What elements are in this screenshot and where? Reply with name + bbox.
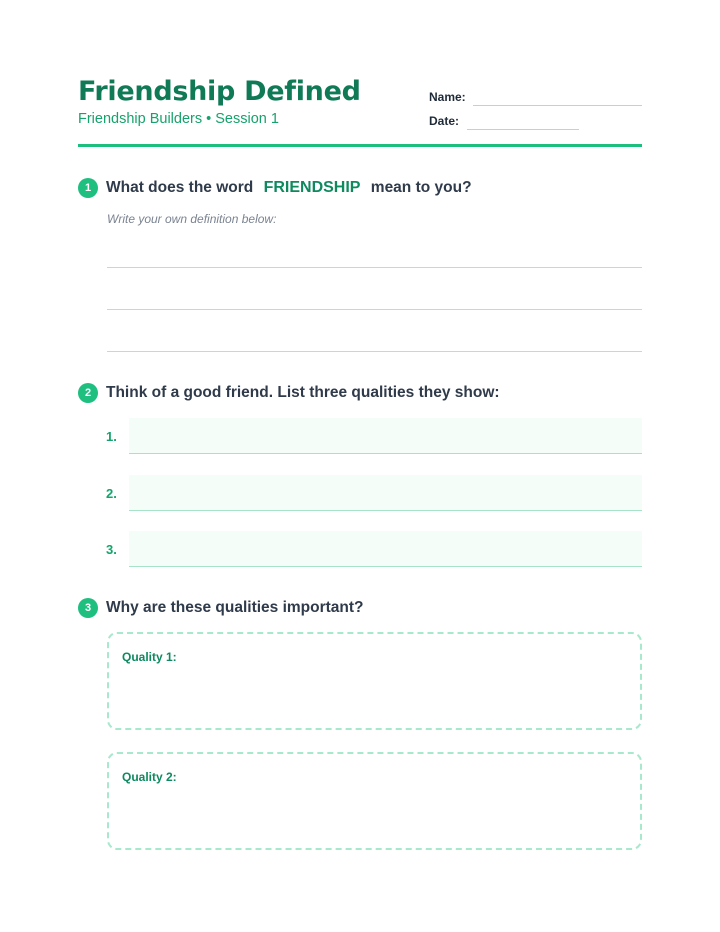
quality-1-label: Quality 1: xyxy=(122,650,177,664)
quality-answer-2[interactable] xyxy=(129,475,642,511)
date-field[interactable] xyxy=(467,129,579,130)
quality-number-3: 3. xyxy=(106,542,117,557)
header-divider xyxy=(78,144,642,147)
definition-line-2[interactable] xyxy=(107,309,642,310)
quality-number-2: 2. xyxy=(106,486,117,501)
page-subtitle: Friendship Builders • Session 1 xyxy=(78,111,279,127)
quality-2-label: Quality 2: xyxy=(122,770,177,784)
quality-2-explanation-box[interactable] xyxy=(107,752,642,850)
question-1-text-before: What does the word xyxy=(106,179,254,196)
question-3-badge: 3 xyxy=(78,598,98,618)
question-1-badge: 1 xyxy=(78,178,98,198)
question-2-badge: 2 xyxy=(78,383,98,403)
question-1-highlight: FRIENDSHIP xyxy=(263,179,361,196)
page-title: Friendship Defined xyxy=(78,76,361,107)
quality-answer-1[interactable] xyxy=(129,418,642,454)
question-1-instruction: Write your own definition below: xyxy=(107,212,277,226)
name-label: Name: xyxy=(429,90,466,104)
question-1-text xyxy=(106,179,472,197)
question-2-text: Think of a good friend. List three qualities they show: xyxy=(106,384,500,401)
question-1-text-after: mean to you? xyxy=(370,179,472,196)
definition-line-1[interactable] xyxy=(107,267,642,268)
quality-1-explanation-box[interactable] xyxy=(107,632,642,730)
quality-answer-3[interactable] xyxy=(129,531,642,567)
question-3-text: Why are these qualities important? xyxy=(106,599,364,616)
name-field[interactable] xyxy=(473,105,642,106)
quality-number-1: 1. xyxy=(106,429,117,444)
date-label: Date: xyxy=(429,114,460,128)
definition-line-3[interactable] xyxy=(107,351,642,352)
